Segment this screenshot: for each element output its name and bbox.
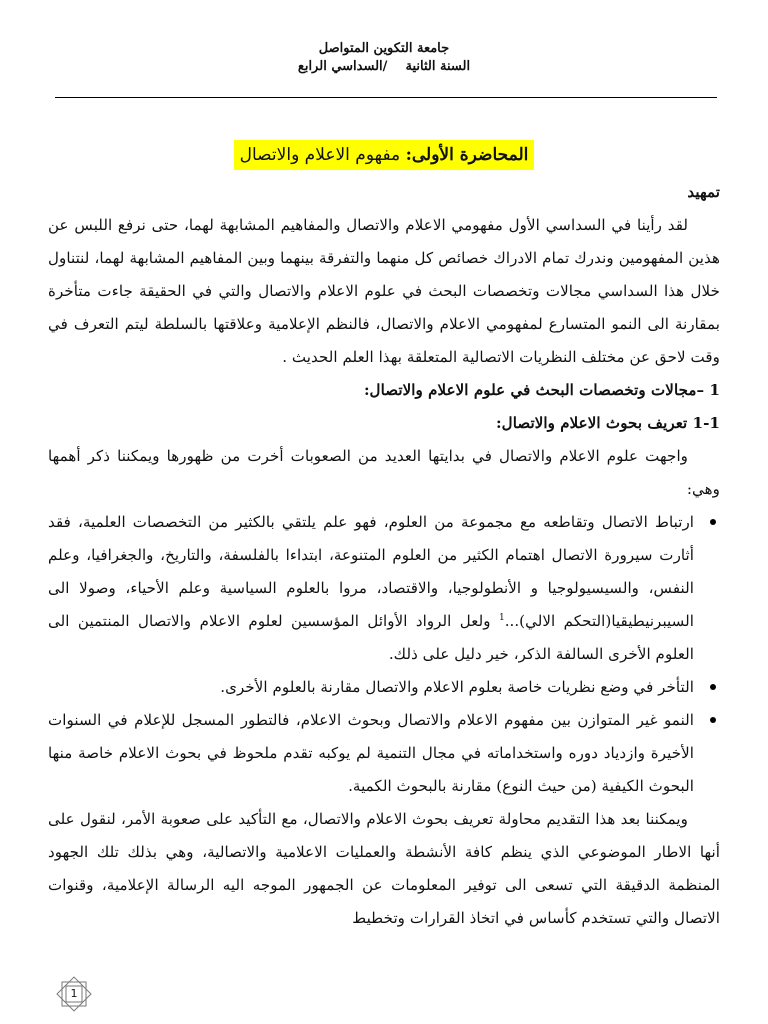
list-item [48,506,694,671]
academic-year: السنة الثانية [405,59,471,74]
page-number-ornament [55,975,93,1013]
bullet-1-text-a: ارتباط الاتصال وتقاطعه مع مجموعة من العلوم، فهو علم يلتقي بالكثير من التخصصات العلمية، فقد أثارت سيرورة الاتصال اهتمام الكثير من العلوم المتنوعة، ابتداءا بالفلسفة، والتاريخ، والجغرافيا، وعلم النفس، والسيسيولوجيا و الأنطولوجيا، والاقتصاد، مروا بالعلوم السياسية وعلم الأحياء، وصولا الى السيبرنيطيقيا(التحكم الالي)... [48,513,694,630]
footnote-ref[interactable]: 1 [498,612,505,623]
bullet-1-text-b: ولعل الرواد الأوائل المؤسسين لعلوم الاعلام والاتصال المنتمين الى العلوم الأخرى السالفة الذكر، خير دليل على ذلك. [48,612,694,663]
section-1-1-paragraph: واجهت علوم الاعلام والاتصال في بدايتها العديد من الصعوبات أخرت من ظهورها ويمكننا ذكر أهمها وهي: [48,447,720,498]
lecture-title-text: مفهوم الاعلام والاتصال [239,145,406,165]
header-divider [55,97,717,98]
document-body [48,176,720,935]
document-header [0,40,768,76]
lecture-title [234,140,535,170]
difficulties-list [48,506,720,803]
list-item: التأخر في وضع نظريات خاصة بعلوم الاعلام والاتصال مقارنة بالعلوم الأخرى. [48,671,694,704]
lecture-title-wrap [0,140,768,170]
intro-heading: تمهيد [687,183,720,201]
university-name: جامعة التكوين المتواصل [318,41,450,56]
section-1-1-heading: 1-1 تعريف بحوث الاعلام والاتصال: [496,414,720,432]
intro-paragraph: لقد رأينا في السداسي الأول مفهومي الاعلام والاتصال والمفاهيم المشابهة لهما، حتى نرفع اللبس عن هذين المفهومين وندرك تمام الادراك خصائص كل منهما والتفرقة بينهما وبين المفاهيم المشابهة لهما، لنتناول خلال هذا السداسي مجالات وتخصصات البحث في علوم الاعلام والاتصال والتي في الحقيقة جاءت متأخرة بمقارنة الى النمو المتسارع لمفهومي الاعلام والاتصال، فالنظم الإعلامية وعلاقتها بالسلطة ليتم التعرف في وقت لاحق عن مختلف النظريات الاتصالية المتعلقة بهذا العلم الحديث . [48,216,720,366]
closing-paragraph: ويمكننا بعد هذا التقديم محاولة تعريف بحوث الاعلام والاتصال، مع التأكيد على صعوبة الأمر، لنقول على أنها الاطار الموضوعي الذي ينظم كافة الأنشطة والعمليات الاعلامية والاتصالية، وهي بذلك تلك الجهود المنظمة الدقيقة التي تسعى الى توفير المعلومات عن الجمهور الموجه اليه الرسالة الإعلامية، وقنوات الاتصال والتي تستخدم كأساس في اتخاذ القرارات وتخطيط [48,810,720,927]
page-number: 1 [70,987,78,1000]
lecture-title-prefix: المحاضرة الأولى: [405,145,529,165]
list-item: النمو غير المتوازن بين مفهوم الاعلام والاتصال وبحوث الاعلام، فالتطور المسجل للإعلام في السنوات الأخيرة وازدياد دوره واستخداماته في مجال التنمية لم يوكبه تقدم ملحوظ في بحوث الاعلام خاصة منها البحوث الكيفية (من حيث النوع) مقارنة بالبحوث الكمية. [48,704,694,803]
year-semester-line [0,58,768,76]
semester: /السداسي الرابع [297,59,388,74]
section-1-heading: 1 –مجالات وتخصصات البحث في علوم الاعلام والاتصال: [363,381,720,399]
